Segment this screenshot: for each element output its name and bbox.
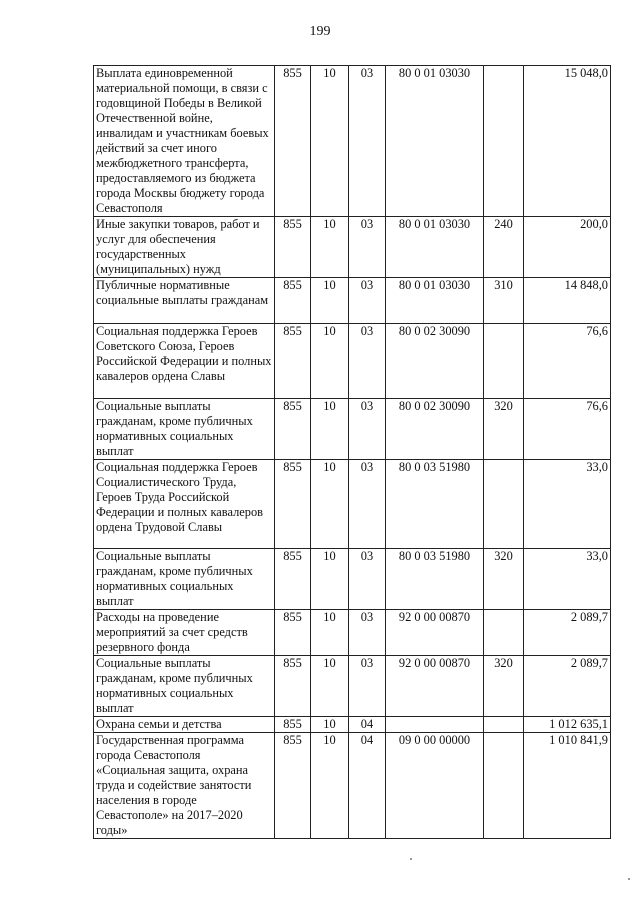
ministry-code: 855 [275, 610, 311, 656]
table-body [94, 66, 611, 839]
amount: 76,6 [524, 399, 611, 460]
section-code: 10 [311, 278, 349, 324]
expense-type-code [484, 610, 524, 656]
amount: 2 089,7 [524, 610, 611, 656]
budget-table [93, 65, 611, 839]
row-name: Социальная поддержка Героев Советского Союза, Героев Российской Федерации и полных кавалеров ордена Славы [94, 324, 275, 399]
amount: 200,0 [524, 217, 611, 278]
expense-type-code: 240 [484, 217, 524, 278]
target-article-code: 80 0 02 30090 [386, 324, 484, 399]
subsection-code: 03 [349, 66, 386, 217]
subsection-code: 03 [349, 399, 386, 460]
section-code: 10 [311, 324, 349, 399]
subsection-code: 03 [349, 217, 386, 278]
page-number: 199 [309, 24, 331, 39]
row-name: Социальные выплаты гражданам, кроме публичных нормативных социальных выплат [94, 656, 275, 717]
ministry-code: 855 [275, 324, 311, 399]
expense-type-code [484, 733, 524, 839]
expense-type-code: 320 [484, 399, 524, 460]
target-article-code [386, 717, 484, 733]
section-code: 10 [311, 717, 349, 733]
ministry-code: 855 [275, 717, 311, 733]
ministry-code: 855 [275, 217, 311, 278]
row-name: Охрана семьи и детства [94, 717, 275, 733]
section-code: 10 [311, 549, 349, 610]
row-name: Социальная поддержка Героев Социалистического Труда, Героев Труда Российской Федерации и полных кавалеров ордена Трудовой Славы [94, 460, 275, 549]
scan-speck [628, 878, 630, 880]
table-row [94, 66, 611, 217]
ministry-code: 855 [275, 66, 311, 217]
subsection-code: 03 [349, 656, 386, 717]
amount: 33,0 [524, 549, 611, 610]
table-row [94, 733, 611, 839]
subsection-code: 03 [349, 549, 386, 610]
row-name: Социальные выплаты гражданам, кроме публичных нормативных социальных выплат [94, 549, 275, 610]
target-article-code: 92 0 00 00870 [386, 610, 484, 656]
amount: 33,0 [524, 460, 611, 549]
table-row [94, 656, 611, 717]
expense-type-code [484, 717, 524, 733]
section-code: 10 [311, 399, 349, 460]
target-article-code: 80 0 01 03030 [386, 217, 484, 278]
ministry-code: 855 [275, 656, 311, 717]
target-article-code: 80 0 01 03030 [386, 278, 484, 324]
amount: 15 048,0 [524, 66, 611, 217]
table-row [94, 217, 611, 278]
row-name: Государственная программа города Севастополя «Социальная защита, охрана труда и содействие занятости населения в городе Севастополе» на 2017–2020 годы» [94, 733, 275, 839]
table-row [94, 399, 611, 460]
target-article-code: 80 0 01 03030 [386, 66, 484, 217]
target-article-code: 80 0 02 30090 [386, 399, 484, 460]
amount: 1 012 635,1 [524, 717, 611, 733]
ministry-code: 855 [275, 460, 311, 549]
ministry-code: 855 [275, 549, 311, 610]
expense-type-code [484, 324, 524, 399]
row-name: Расходы на проведение мероприятий за счет средств резервного фонда [94, 610, 275, 656]
target-article-code: 92 0 00 00870 [386, 656, 484, 717]
subsection-code: 03 [349, 324, 386, 399]
subsection-code: 04 [349, 733, 386, 839]
expense-type-code: 320 [484, 549, 524, 610]
ministry-code: 855 [275, 733, 311, 839]
amount: 76,6 [524, 324, 611, 399]
section-code: 10 [311, 656, 349, 717]
target-article-code: 80 0 03 51980 [386, 549, 484, 610]
subsection-code: 04 [349, 717, 386, 733]
row-name: Иные закупки товаров, работ и услуг для обеспечения государственных (муниципальных) нужд [94, 217, 275, 278]
row-name: Социальные выплаты гражданам, кроме публичных нормативных социальных выплат [94, 399, 275, 460]
row-name: Выплата единовременной материальной помощи, в связи с годовщиной Победы в Великой Отечественной войне, инвалидам и участникам боевых действий за счет иного межбюджетного трансферта, предоставляемого из бюджета города Москвы бюджету города Севастополя [94, 66, 275, 217]
table-row [94, 610, 611, 656]
section-code: 10 [311, 733, 349, 839]
table-row [94, 460, 611, 549]
amount: 14 848,0 [524, 278, 611, 324]
row-name: Публичные нормативные социальные выплаты гражданам [94, 278, 275, 324]
section-code: 10 [311, 66, 349, 217]
scan-speck [410, 858, 412, 860]
expense-type-code: 320 [484, 656, 524, 717]
amount: 1 010 841,9 [524, 733, 611, 839]
section-code: 10 [311, 460, 349, 549]
section-code: 10 [311, 610, 349, 656]
ministry-code: 855 [275, 278, 311, 324]
table-row [94, 717, 611, 733]
expense-type-code [484, 66, 524, 217]
target-article-code: 09 0 00 00000 [386, 733, 484, 839]
ministry-code: 855 [275, 399, 311, 460]
subsection-code: 03 [349, 278, 386, 324]
table-row [94, 278, 611, 324]
table-row [94, 324, 611, 399]
amount: 2 089,7 [524, 656, 611, 717]
subsection-code: 03 [349, 610, 386, 656]
table-row [94, 549, 611, 610]
expense-type-code: 310 [484, 278, 524, 324]
target-article-code: 80 0 03 51980 [386, 460, 484, 549]
subsection-code: 03 [349, 460, 386, 549]
expense-type-code [484, 460, 524, 549]
section-code: 10 [311, 217, 349, 278]
